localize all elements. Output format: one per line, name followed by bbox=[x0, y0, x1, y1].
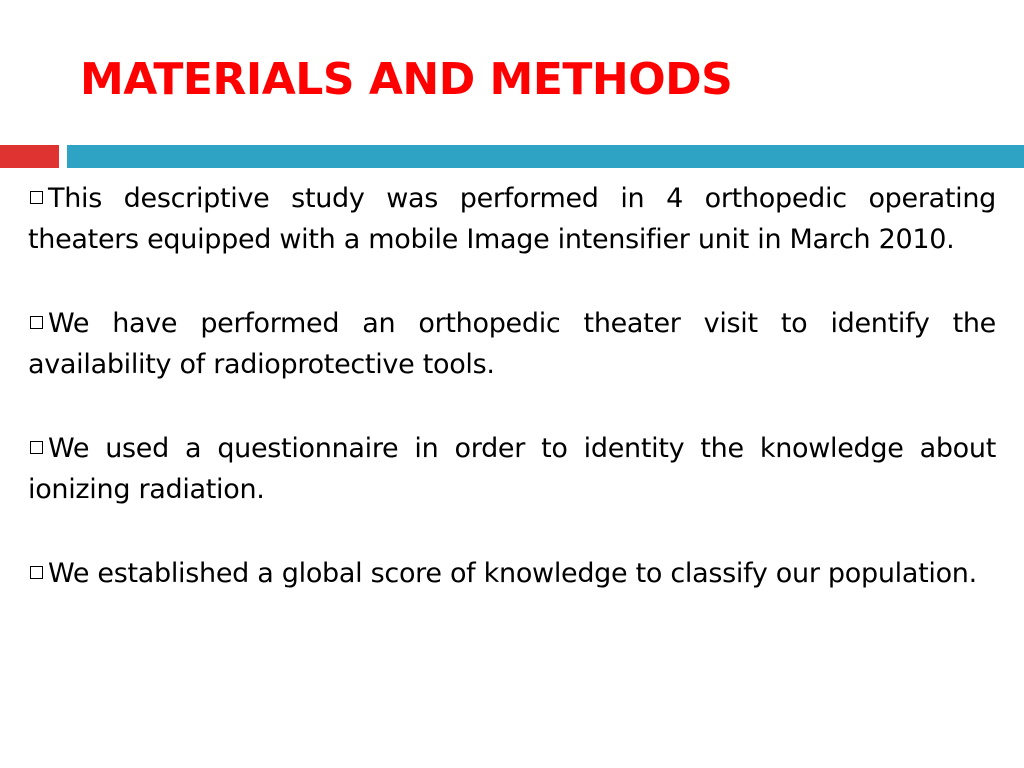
bullet-item bbox=[28, 553, 996, 594]
blue-accent-bar bbox=[67, 145, 1024, 168]
hollow-square-icon bbox=[30, 191, 43, 204]
hollow-square-icon bbox=[30, 316, 43, 329]
bullet-text: We established a global score of knowledge to classify our population. bbox=[48, 558, 977, 589]
bullet-item bbox=[28, 303, 996, 385]
hollow-square-icon bbox=[30, 566, 43, 579]
bullet-text: We have performed an orthopedic theater visit to identify the availability of radioprotective tools. bbox=[28, 308, 996, 380]
hollow-square-icon bbox=[30, 441, 43, 454]
red-accent-bar bbox=[0, 145, 59, 168]
bullet-item bbox=[28, 428, 996, 510]
slide-title: MATERIALS AND METHODS bbox=[80, 54, 733, 105]
bullet-text: This descriptive study was performed in 4 orthopedic operating theaters equipped with a mobile Image intensifier unit in March 2010. bbox=[28, 183, 996, 255]
bullet-text: We used a questionnaire in order to identity the knowledge about ionizing radiation. bbox=[28, 433, 996, 505]
bullet-item bbox=[28, 178, 996, 260]
bullet-list bbox=[28, 178, 996, 637]
